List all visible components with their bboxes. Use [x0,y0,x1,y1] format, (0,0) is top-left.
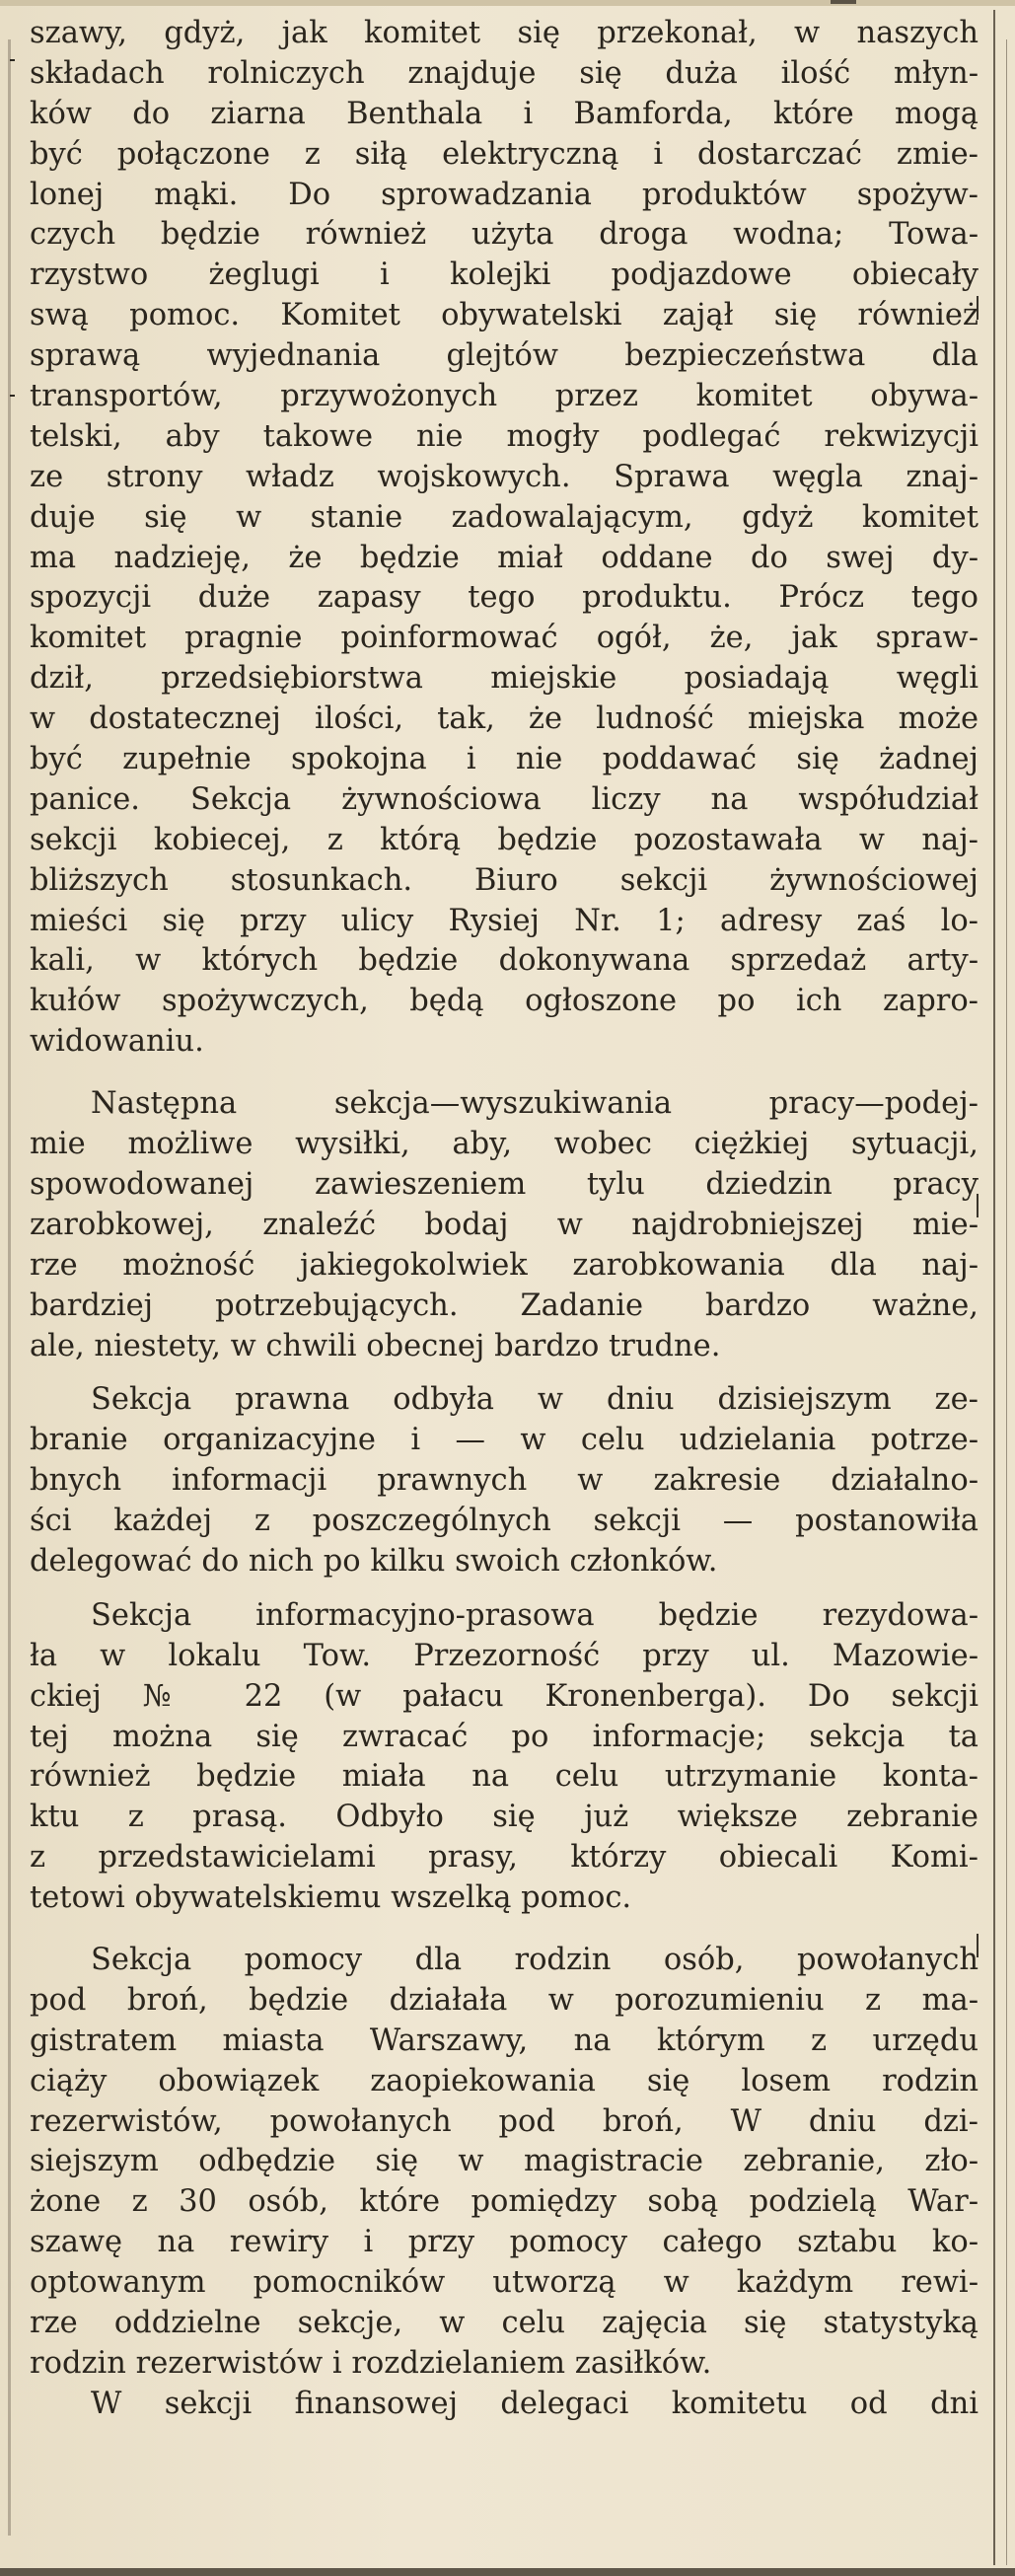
text-line: ści każdej z poszczególnych sekcji — postanowiła [30,1504,979,1539]
top-edge-mark [831,0,856,4]
article-column [30,14,979,2425]
text-line: bliższych stosunkach. Biuro sekcji żywnościowej [30,862,979,898]
text-line: ciąży obowiązek zaopiekowania się losem rodzin [30,2063,979,2098]
text-line: ków do ziarna Benthala i Bamforda, które mogą [30,96,979,131]
text-line: optowanym pomocników utworzą w każdym rewi- [30,2265,979,2301]
text-line: spozycji duże zapasy tego produktu. Prócz tego [30,580,979,616]
text-line: Sekcja informacyjno-prasowa będzie rezydowa- [91,1597,979,1633]
text-line: kułów spożywczych, będą ogłoszone po ich zapro- [30,984,979,1019]
text-line: rze oddzielne sekcje, w celu zajęcia się statystyką [30,2305,979,2340]
left-column-rule [8,39,11,2536]
text-line: transportów, przywożonych przez komitet obywa- [30,379,979,414]
right-column-rule [993,10,995,2565]
right-column-rule-outer [1006,39,1007,2565]
text-line: Sekcja prawna odbyła w dniu dzisiejszym ze- [91,1382,979,1418]
text-line: widowaniu. [30,1024,204,1060]
text-line: ze strony władz wojskowych. Sprawa węgla znaj- [30,459,979,494]
paragraph-food-section [30,14,979,1063]
text-line: tetowi obywatelskiemu wszelką pomoc. [30,1880,632,1916]
text-line: rodzin rezerwistów i rozdzielaniem zasiłków. [30,2345,712,2381]
text-line: komitet pragnie poinformować ogół, że, jak spraw- [30,621,979,656]
text-line: tej można się zwracać po informacje; sekcja ta [30,1719,979,1754]
text-line: ckiej № 22 (w pałacu Kronenberga). Do sekcji [30,1678,979,1714]
text-line: mieści się przy ulicy Rysiej Nr. 1; adresy zaś lo- [30,903,979,938]
text-line: żone z 30 osób, które pomiędzy sobą podzielą War- [30,2184,979,2220]
text-line: rze możność jakiegokolwiek zarobkowania dla naj- [30,1247,979,1283]
text-line: telski, aby takowe nie mogły podlegać rekwizycji [30,418,979,454]
text-line: gistratem miasta Warszawy, na którym z urzędu [30,2023,979,2058]
text-line: być połączone z siłą elektryczną i dostarczać zmie- [30,136,979,172]
text-line: ma nadzieję, że będzie miał oddane do swej dy- [30,540,979,575]
left-margin-mark [10,59,15,61]
text-line: bardziej potrzebujących. Zadanie bardzo ważne, [30,1288,979,1323]
text-line: pod broń, będzie działała w porozumieniu z ma- [30,1982,979,2018]
text-line: Następna sekcja—wyszukiwania pracy—podej- [91,1086,979,1122]
paragraph-press-section [30,1596,979,1919]
text-line: z przedstawicielami prasy, którzy obiecali Komi- [30,1840,979,1876]
text-line: duje się w stanie zadowalającym, gdyż komitet [30,499,979,535]
text-line: Sekcja pomocy dla rodzin osób, powołanych [91,1942,979,1977]
text-line: być zupełnie spokojna i nie poddawać się żadnej [30,742,979,777]
text-line: lonej mąki. Do sprowadzania produktów spożyw- [30,177,979,212]
text-line: swą pomoc. Komitet obywatelski zajął się również [30,298,979,333]
text-line: sprawą wyjednania glejtów bezpieczeństwa dla [30,338,979,374]
paragraph-families-section [30,1941,979,2385]
text-line: bnych informacji prawnych w zakresie działalno- [30,1463,979,1499]
text-line: spowodowanej zawieszeniem tylu dziedzin pracy [30,1166,979,1202]
text-line: ale, niestety, w chwili obecnej bardzo trudne. [30,1328,721,1363]
text-line: mie możliwe wysiłki, aby, wobec ciężkiej sytuacji, [30,1127,979,1162]
left-margin-mark [10,395,15,397]
text-line: szawy, gdyż, jak komitet się przekonał, w naszych [30,16,979,50]
text-line: ktu z prasą. Odbyło się już większe zebranie [30,1800,979,1835]
text-line: sekcji kobiecej, z którą będzie pozostawała w naj- [30,822,979,857]
text-line: zarobkowej, znaleźć bodaj w najdrobniejszej mie- [30,1207,979,1242]
text-line: kali, w których będzie dokonywana sprzedaż arty- [30,943,979,979]
text-line: szawę na rewiry i przy pomocy całego sztabu ko- [30,2225,979,2260]
text-line: rezerwistów, powołanych pod broń, W dniu dzi- [30,2103,979,2139]
text-line: dził, przedsiębiorstwa miejskie posiadają węgli [30,661,979,697]
text-line: również będzie miała na celu utrzymanie kontа- [30,1759,979,1795]
text-line: siejszym odbędzie się w magistracie zebranie, zło- [30,2144,979,2179]
paragraph-finance-section [30,2385,979,2425]
text-line: ła w lokalu Tow. Przezorność przy ul. Mazowie- [30,1638,979,1673]
text-line: panice. Sekcja żywnościowa liczy na współudział [30,781,979,817]
text-line: branie organizacyjne i — w celu udzielania potrze- [30,1423,979,1458]
text-line: czych będzie również użyta droga wodna; Towa- [30,217,979,253]
top-border [0,0,1015,6]
text-line: W sekcji finansowej delegaci komitetu od dni [91,2386,979,2421]
paragraph-employment-section [30,1084,979,1366]
text-line: rzystwo żeglugi i kolejki podjazdowe obiecały [30,258,979,293]
bottom-border [0,2568,1015,2576]
text-line: w dostatecznej ilości, tak, że ludność miejska może [30,701,979,737]
paragraph-legal-section [30,1380,979,1582]
text-line: składach rolniczych znajduje się duża ilość młyn- [30,55,979,91]
text-line: delegować do nich po kilku swoich członków. [30,1543,718,1579]
